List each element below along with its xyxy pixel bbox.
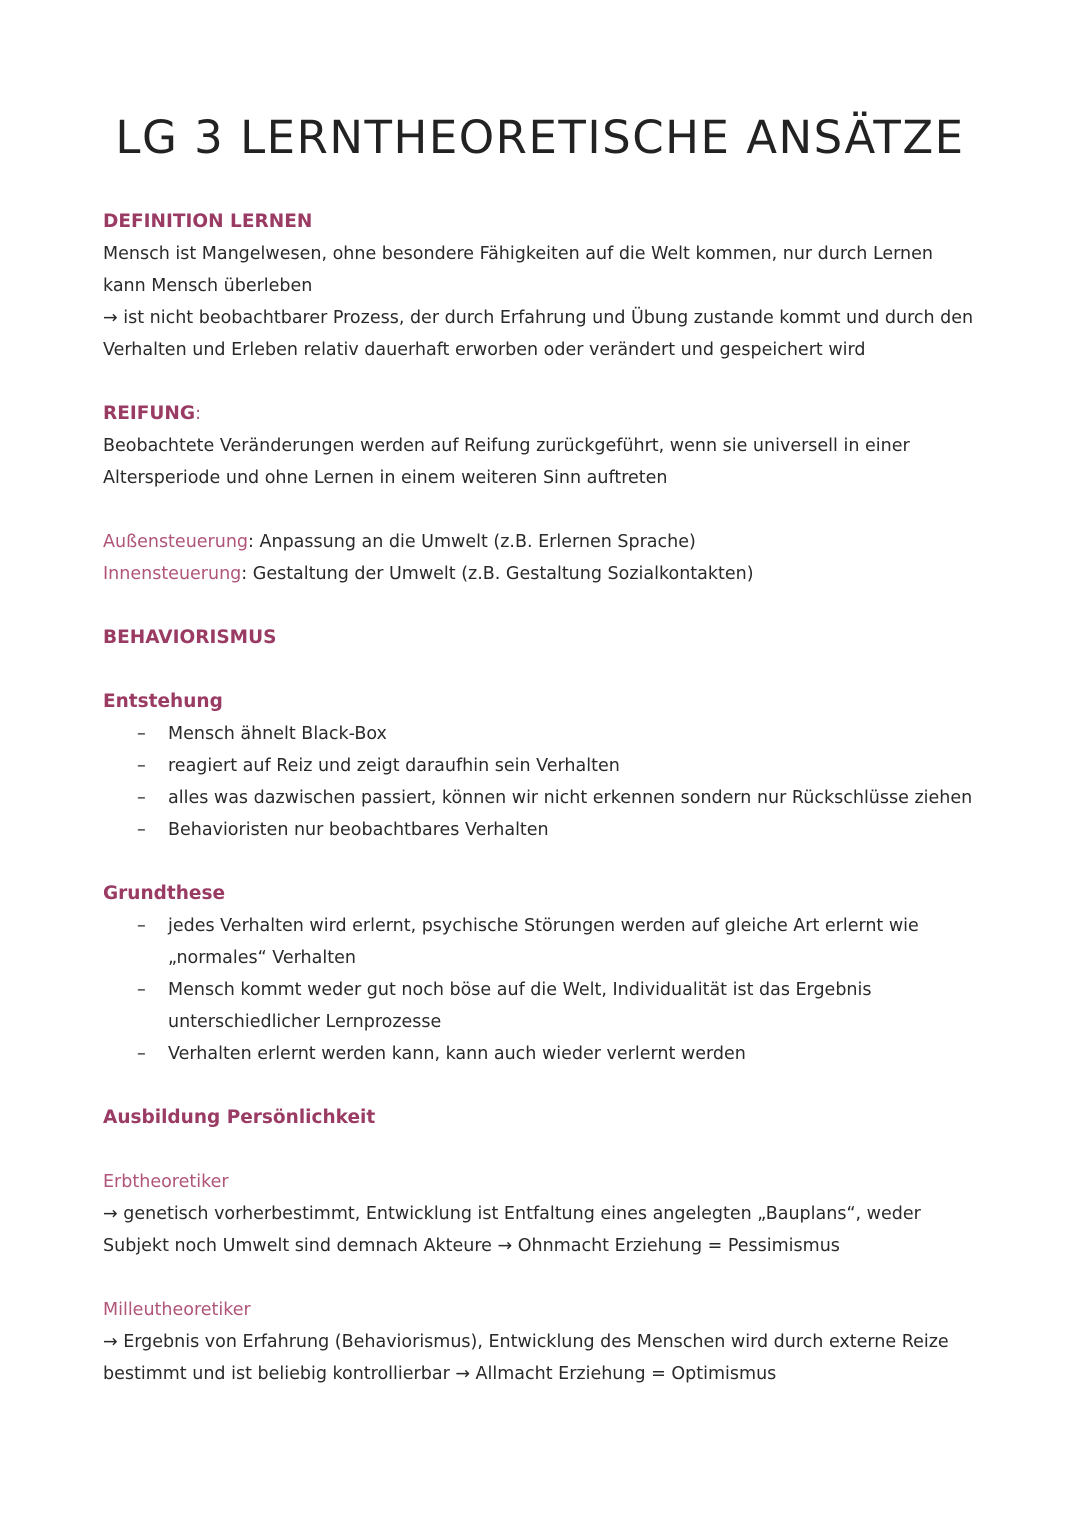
list-item-text: jedes Verhalten wird erlernt, psychische Störungen werden auf gleiche Art erlernt wie <box>168 916 919 936</box>
section-grundthese <box>103 878 1003 1070</box>
section-erbtheoretiker <box>103 1166 1003 1262</box>
list-item-text: Mensch ähnelt Black-Box <box>168 724 387 744</box>
list-item-text: Behavioristen nur beobachtbares Verhalten <box>168 820 549 840</box>
section-steuerung <box>103 526 1003 590</box>
heading-reifung: REIFUNG <box>103 403 196 424</box>
list-item-text: alles was dazwischen passiert, können wir nicht erkennen sondern nur Rückschlüsse ziehen <box>168 788 973 808</box>
dash-bullet: – <box>137 820 146 840</box>
section-entstehung <box>103 686 1003 846</box>
paragraph-line: Subjekt noch Umwelt sind demnach Akteure → Ohnmacht Erziehung = Pessimismus <box>103 1236 840 1256</box>
list-item <box>103 782 1003 814</box>
steuerung-item <box>103 558 1003 590</box>
subheading-erbtheoretiker: Erbtheoretiker <box>103 1172 229 1192</box>
steuerung-text: : Gestaltung der Umwelt (z.B. Gestaltung Sozialkontakten) <box>241 564 754 584</box>
steuerung-item <box>103 526 1003 558</box>
heading-grundthese: Grundthese <box>103 883 226 904</box>
grundthese-list <box>103 910 1003 1070</box>
dash-bullet: – <box>137 916 146 936</box>
steuerung-term: Außensteuerung <box>103 532 249 552</box>
paragraph-line: Altersperiode und ohne Lernen in einem weiteren Sinn auftreten <box>103 468 668 488</box>
dash-bullet: – <box>137 980 146 1000</box>
subheading-milieutheoretiker: Milleutheoretiker <box>103 1300 251 1320</box>
list-item <box>103 910 1003 974</box>
list-item <box>103 750 1003 782</box>
list-item-text: Mensch kommt weder gut noch böse auf die Welt, Individualität ist das Ergebnis <box>168 980 872 1000</box>
paragraph-line: bestimmt und ist beliebig kontrollierbar → Allmacht Erziehung = Optimismus <box>103 1364 777 1384</box>
dash-bullet: – <box>137 756 146 776</box>
steuerung-term: Innensteuerung <box>103 564 242 584</box>
paragraph-line: Verhalten und Erleben relativ dauerhaft erworben oder verändert und gespeichert wird <box>103 340 866 360</box>
list-item-text: reagiert auf Reiz und zeigt daraufhin sein Verhalten <box>168 756 620 776</box>
list-item-text: „normales“ Verhalten <box>168 948 356 968</box>
paragraph-line: Beobachtete Veränderungen werden auf Reifung zurückgeführt, wenn sie universell in einer <box>103 436 910 456</box>
heading-reifung-row <box>103 398 1003 430</box>
list-item-text: unterschiedlicher Lernprozesse <box>168 1012 442 1032</box>
paragraph-line: → genetisch vorherbestimmt, Entwicklung ist Entfaltung eines angelegten „Bauplans“, weder <box>103 1204 921 1224</box>
entstehung-list <box>103 718 1003 846</box>
heading-entstehung: Entstehung <box>103 691 223 712</box>
list-item <box>103 814 1003 846</box>
section-reifung <box>103 398 1003 494</box>
dash-bullet: – <box>137 1044 146 1064</box>
steuerung-text: : Anpassung an die Umwelt (z.B. Erlernen Sprache) <box>248 532 696 552</box>
list-item-text: Verhalten erlernt werden kann, kann auch wieder verlernt werden <box>168 1044 746 1064</box>
list-item <box>103 974 1003 1038</box>
heading-definition: DEFINITION LERNEN <box>103 211 313 232</box>
section-milieutheoretiker <box>103 1294 1003 1390</box>
document-body <box>103 206 1003 1390</box>
paragraph-line: → ist nicht beobachtbarer Prozess, der durch Erfahrung und Übung zustande kommt und durch den <box>103 308 974 328</box>
page-title: LG 3 LERNTHEORETISCHE ANSÄTZE <box>115 111 965 164</box>
heading-behaviorismus: BEHAVIORISMUS <box>103 627 277 648</box>
list-item <box>103 718 1003 750</box>
heading-reifung-colon: : <box>195 404 201 424</box>
list-item <box>103 1038 1003 1070</box>
heading-persoenlichkeit: Ausbildung Persönlichkeit <box>103 1107 376 1128</box>
dash-bullet: – <box>137 724 146 744</box>
paragraph-line: kann Mensch überleben <box>103 276 313 296</box>
paragraph-line: Mensch ist Mangelwesen, ohne besondere Fähigkeiten auf die Welt kommen, nur durch Lernen <box>103 244 934 264</box>
paragraph-line: → Ergebnis von Erfahrung (Behaviorismus), Entwicklung des Menschen wird durch externe Reize <box>103 1332 949 1352</box>
dash-bullet: – <box>137 788 146 808</box>
section-definition <box>103 206 1003 366</box>
